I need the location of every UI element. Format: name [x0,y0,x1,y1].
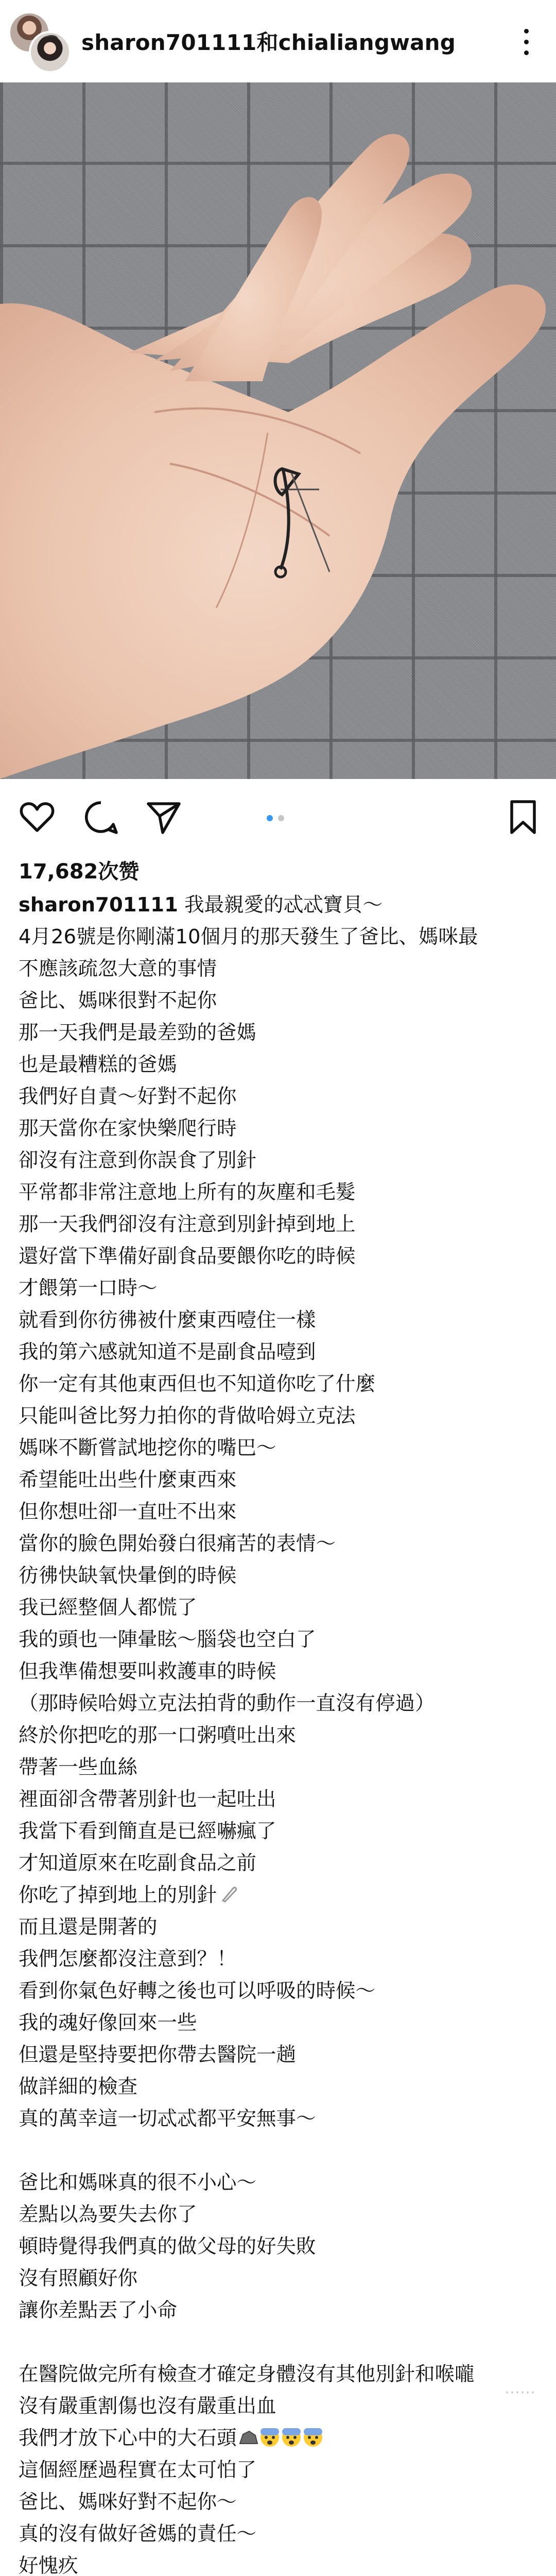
scared-face-icon [281,2427,302,2448]
caption-line: 那天當你在家快樂爬行時 [19,1117,237,1140]
caption-spacer [19,2327,544,2359]
post-author-title[interactable]: sharon701111和chialiangwang [81,30,456,55]
caption-line: 但我準備想要叫救護車的時候 [19,1660,276,1683]
caption-line: 帶著一些血絲 [19,1756,138,1779]
carousel-dot-active [267,815,273,821]
scared-face-icon [303,2427,323,2448]
safety-pin-icon [218,1884,238,1905]
more-icon[interactable] [521,27,531,58]
caption-line: 我的頭也一陣暈眩～腦袋也空白了 [19,1628,316,1651]
comment-icon[interactable] [82,799,119,836]
caption-spacer [19,2135,544,2167]
caption-line: 看到你氣色好轉之後也可以呼吸的時候～ [19,1979,376,2003]
caption-line: 爸比和媽咪真的很不小心～ [19,2171,257,2194]
caption-line: 真的沒有做好爸媽的責任～ [19,2522,257,2546]
caption-first-line: sharon701111 我最親愛的忒忒寶貝～ [19,893,383,917]
caption-line: 讓你差點丟了小命 [19,2299,178,2322]
carousel-dot [278,815,284,821]
caption-line: 才知道原來在吃副食品之前 [19,1852,257,1875]
caption-line: 我的第六感就知道不是副食品噎到 [19,1341,316,1364]
caption-line: 但還是堅持要把你帶去醫院一趟 [19,2043,297,2066]
bookmark-icon[interactable] [505,799,542,836]
caption-line: 裡面卻含帶著別針也一起吐出 [19,1788,276,1811]
caption-line: 在醫院做完所有檢查才確定身體沒有其他別針和喉嚨 [19,2363,475,2386]
caption-line: 真的萬幸這一切忒忒都平安無事～ [19,2107,316,2130]
carousel-indicator [267,815,289,822]
caption-line: 沒有嚴重割傷也沒有嚴重出血 [19,2395,276,2418]
caption-line: 我已經整個人都慌了 [19,1596,197,1619]
caption-line: 這個經歷過程實在太可怕了 [19,2459,257,2482]
caption-username[interactable]: sharon701111 [19,893,178,917]
avatar[interactable] [29,31,71,73]
caption-line: （那時候哈姆立克法拍背的動作一直沒有停過） [19,1692,435,1715]
post-photo[interactable] [0,82,556,779]
caption-line: 但你想吐卻一直吐不出來 [19,1500,237,1523]
caption-line: 那一天我們是最差勁的爸媽 [19,1021,257,1044]
caption-line: 爸比、媽咪好對不起你～ [19,2490,237,2514]
caption-line: 我們好自責～好對不起你 [19,1085,237,1108]
post-action-bar [0,779,556,851]
caption-line: 才餵第一口時～ [19,1277,158,1300]
caption-line: 沒有照顧好你 [19,2267,138,2290]
like-count[interactable]: 17,682次赞 [19,860,140,884]
caption-line: 做詳細的檢查 [19,2075,138,2098]
caption-line: 不應該疏忽大意的事情 [19,957,217,980]
post-header [0,0,556,82]
caption-line: 我們才放下心中的大石頭 [19,2422,544,2454]
caption-body [19,921,544,2576]
caption-line: 而且還是開著的 [19,1916,158,1939]
caption-line: 當你的臉色開始發白很痛苦的表情～ [19,1532,336,1555]
caption-line: 只能叫爸比努力拍你的背做哈姆立克法 [19,1404,356,1428]
caption-line: 我的魂好像回來一些 [19,2011,197,2035]
hand-with-safety-pin-image [0,82,556,779]
caption-line: 媽咪不斷嘗試地挖你的嘴巴～ [19,1436,276,1460]
caption-line: 我當下看到簡直是已經嚇瘋了 [19,1820,276,1843]
heart-icon[interactable] [19,799,56,836]
caption-line: 頓時覺得我們真的做父母的好失敗 [19,2235,316,2258]
caption-line: 4月26號是你剛滿10個月的那天發生了爸比、媽咪最 [19,925,478,948]
scared-face-icon [259,2427,280,2448]
caption-line: 希望能吐出些什麼東西來 [19,1468,237,1492]
caption-line: 彷彿快缺氧快暈倒的時候 [19,1564,237,1587]
caption-line: 你吃了掉到地上的別針 [19,1879,544,1911]
caption-line: 終於你把吃的那一口粥噴吐出來 [19,1724,297,1747]
caption-line: 那一天我們卻沒有注意到別針掉到地上 [19,1213,356,1236]
caption-line: 還好當下準備好副食品要餵你吃的時候 [19,1245,356,1268]
caption-line: 差點以為要失去你了 [19,2203,197,2226]
send-icon[interactable] [145,799,182,836]
caption-line: 就看到你彷彿被什麼東西噎住一樣 [19,1309,316,1332]
caption-line: 卻沒有注意到你誤食了別針 [19,1149,257,1172]
post-caption [19,889,544,2576]
caption-line: 我們怎麼都沒注意到？！ [19,1947,237,1971]
watermark: ⋯⋯ [505,2383,535,2401]
collab-avatars[interactable] [8,11,70,72]
caption-line: 好愧疚 [19,2554,78,2576]
rock-icon [238,2427,258,2448]
caption-line: 平常都非常注意地上所有的灰塵和毛髮 [19,1181,356,1204]
caption-line: 也是最糟糕的爸媽 [19,1053,178,1076]
caption-line: 爸比、媽咪很對不起你 [19,989,217,1012]
caption-line: 你一定有其他東西但也不知道你吃了什麼 [19,1372,376,1396]
